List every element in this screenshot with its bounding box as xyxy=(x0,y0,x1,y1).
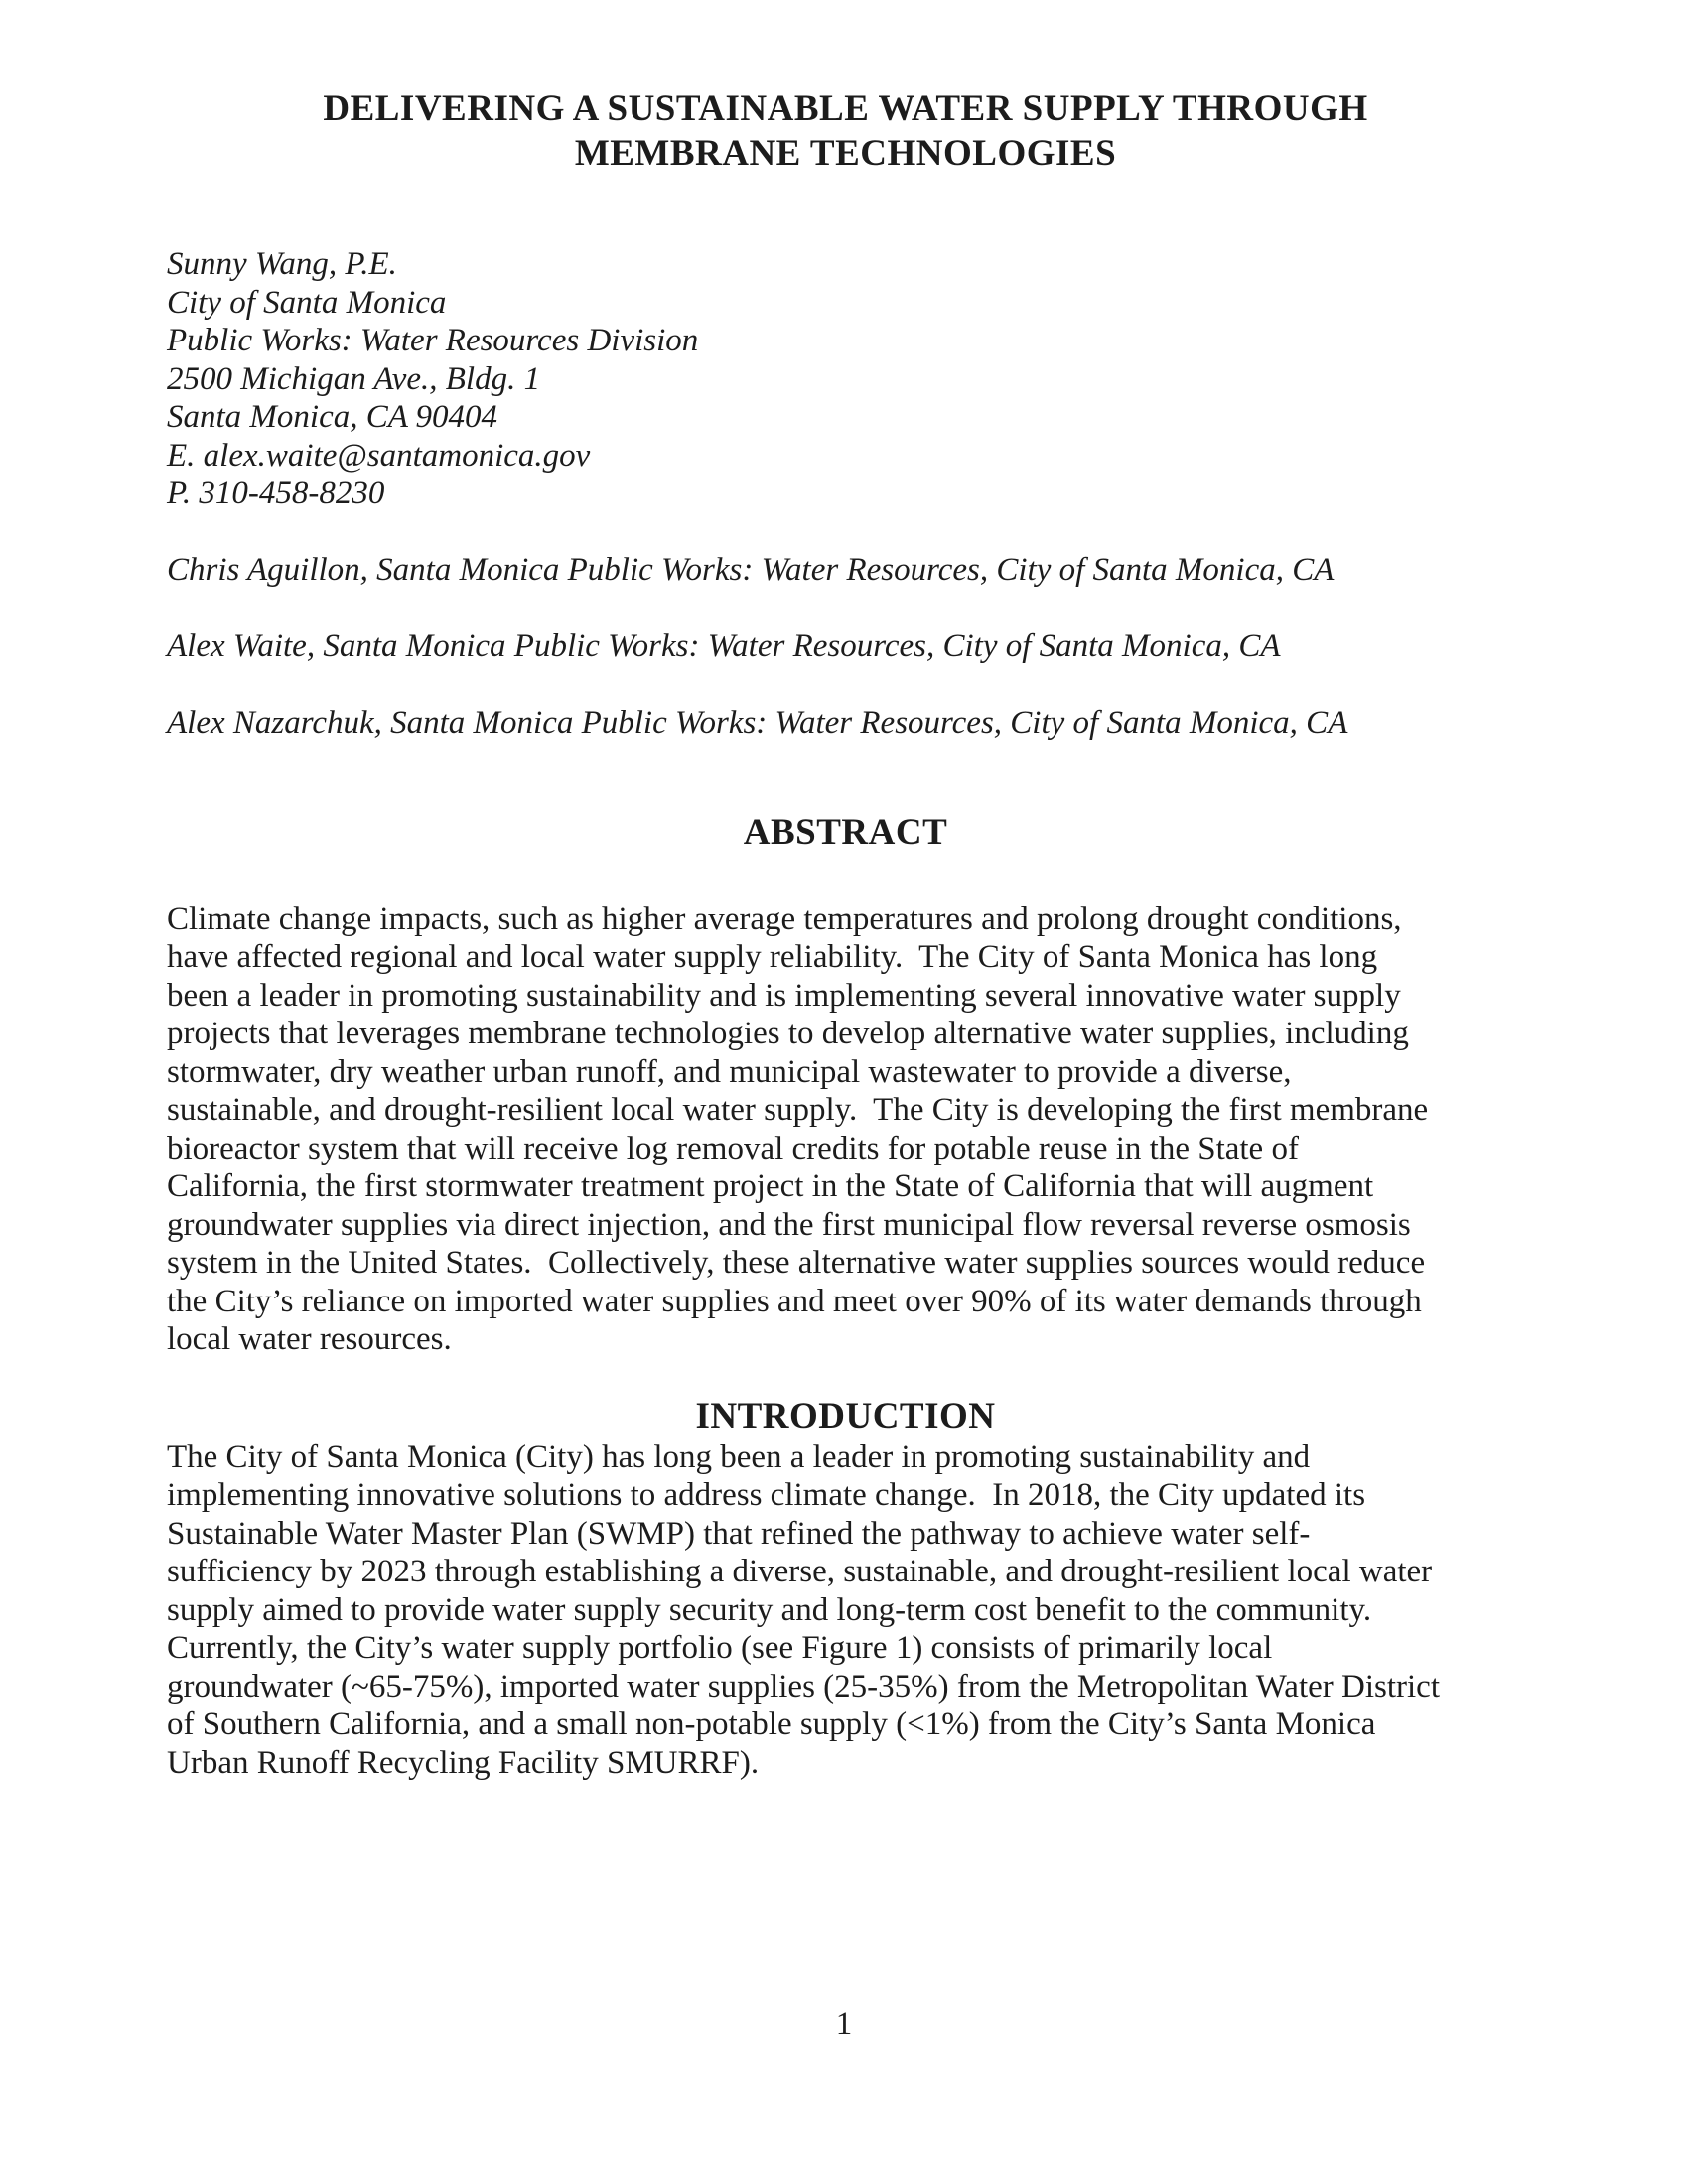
author-organization: City of Santa Monica xyxy=(167,284,447,321)
abstract-text-line: Climate change impacts, such as higher average temperatures and prolong drought conditions, xyxy=(167,900,1402,937)
introduction-text-line: sufficiency by 2023 through establishing a diverse, sustainable, and drought-resilient local water xyxy=(167,1554,1433,1589)
author-street-address: 2500 Michigan Ave., Bldg. 1 xyxy=(167,360,541,397)
introduction-text-line: groundwater (~65-75%), imported water supplies (25-35%) from the Metropolitan Water District xyxy=(167,1668,1440,1705)
page-number: 1 xyxy=(835,2006,853,2042)
abstract-paragraph xyxy=(167,900,1524,1359)
abstract-text-line: stormwater, dry weather urban runoff, and municipal wastewater to provide a diverse, xyxy=(167,1053,1292,1090)
abstract-text-line: bioreactor system that will receive log removal credits for potable reuse in the State of xyxy=(167,1130,1299,1166)
paper-title xyxy=(167,86,1524,176)
coauthor-line-3: Alex Nazarchuk, Santa Monica Public Works: Water Resources, City of Santa Monica, CA xyxy=(167,705,1348,741)
abstract-text-line: California, the first stormwater treatment project in the State of California that will augment xyxy=(167,1168,1374,1204)
author-city-state-zip: Santa Monica, CA 90404 xyxy=(167,399,498,435)
paper-title-line-1: DELIVERING A SUSTAINABLE WATER SUPPLY THROUGH xyxy=(323,88,1368,129)
coauthor-line-2: Alex Waite, Santa Monica Public Works: Water Resources, City of Santa Monica, CA xyxy=(167,628,1281,664)
coauthor-line-1: Chris Aguillon, Santa Monica Public Works: Water Resources, City of Santa Monica, CA xyxy=(167,552,1335,588)
introduction-text-line: Urban Runoff Recycling Facility SMURRF). xyxy=(167,1744,760,1781)
introduction-text-line: The City of Santa Monica (City) has long been a leader in promoting sustainability and xyxy=(167,1438,1311,1475)
author-email: E. alex.waite@santamonica.gov xyxy=(167,437,591,474)
introduction-text-line: of Southern California, and a small non-potable supply (<1%) from the City’s Santa Monica xyxy=(167,1706,1376,1742)
abstract-text-line: the City’s reliance on imported water supplies and meet over 90% of its water demands through xyxy=(167,1283,1422,1319)
author-name: Sunny Wang, P.E. xyxy=(167,246,397,282)
abstract-text-line: sustainable, and drought-resilient local water supply. The City is developing the first membrane xyxy=(167,1092,1429,1128)
introduction-text-line: Currently, the City’s water supply portfolio (see Figure 1) consists of primarily local xyxy=(167,1630,1273,1666)
introduction-text-line: implementing innovative solutions to address climate change. In 2018, the City updated its xyxy=(167,1477,1366,1513)
abstract-text-line: local water resources. xyxy=(167,1321,452,1357)
introduction-text-line: supply aimed to provide water supply security and long-term cost benefit to the community. xyxy=(167,1591,1372,1628)
abstract-text-line: projects that leverages membrane technologies to develop alternative water supplies, including xyxy=(167,1016,1409,1051)
abstract-text-line: system in the United States. Collectively, these alternative water supplies sources would reduce xyxy=(167,1245,1426,1281)
author-division: Public Works: Water Resources Division xyxy=(167,323,699,358)
introduction-heading: INTRODUCTION xyxy=(695,1395,996,1436)
author-contact-block xyxy=(167,245,1524,513)
author-phone: P. 310-458-8230 xyxy=(167,476,385,511)
abstract-heading: ABSTRACT xyxy=(743,811,948,853)
introduction-paragraph xyxy=(167,1438,1524,1783)
abstract-text-line: groundwater supplies via direct injection, and the first municipal flow reversal reverse osmosis xyxy=(167,1206,1411,1243)
introduction-text-line: Sustainable Water Master Plan (SWMP) that refined the pathway to achieve water self- xyxy=(167,1515,1311,1552)
abstract-text-line: have affected regional and local water supply reliability. The City of Santa Monica has long xyxy=(167,939,1378,975)
paper-title-line-2: MEMBRANE TECHNOLOGIES xyxy=(574,133,1117,174)
abstract-text-line: been a leader in promoting sustainability and is implementing several innovative water supply xyxy=(167,977,1401,1014)
